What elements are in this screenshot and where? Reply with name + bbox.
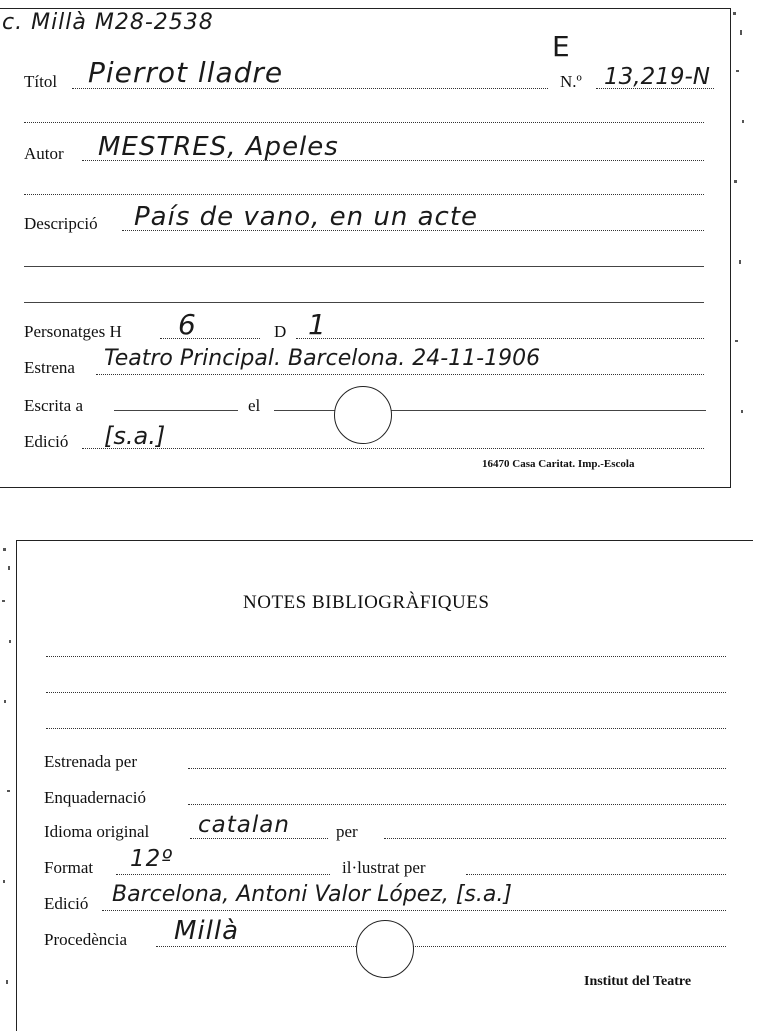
scan-speck — [741, 410, 743, 413]
estrena-label: Estrena — [24, 358, 75, 377]
el-label: el — [248, 396, 261, 415]
titol-label: Títol — [24, 72, 58, 91]
idioma-per-line — [384, 838, 726, 839]
idioma-line — [190, 838, 328, 839]
format-value: 12º — [130, 846, 174, 872]
edicio-line — [82, 448, 704, 449]
scan-speck — [3, 880, 5, 883]
scan-speck — [736, 70, 739, 72]
notes-heading: NOTES BIBLIOGRÀFIQUES — [243, 592, 490, 613]
personatges-d-value: 1 — [308, 308, 327, 341]
personatges-h-label: Personatges H — [24, 322, 122, 341]
edicio-label: Edició — [24, 432, 69, 451]
illustrat-line — [466, 874, 726, 875]
descripcio-line-2 — [24, 266, 704, 267]
punch-hole — [356, 920, 414, 978]
institution-stamp: Institut del Teatre — [584, 974, 692, 989]
escrita-line — [114, 410, 238, 411]
scan-speck — [8, 566, 10, 570]
procedencia-line — [156, 946, 726, 947]
personatges-d-label: D — [274, 322, 287, 341]
personatges-h-value: 6 — [178, 308, 197, 341]
titol-extra-line — [24, 122, 704, 123]
descripcio-label: Descripció — [24, 214, 98, 233]
scan-speck — [2, 600, 5, 602]
estrena-line — [96, 374, 704, 375]
num-value: 13,219-N — [604, 64, 710, 90]
edicio-value: [s.a.] — [104, 422, 166, 450]
scan-speck — [9, 640, 11, 643]
bottom-edicio-line — [102, 910, 726, 911]
autor-value: MESTRES, Apeles — [98, 132, 339, 162]
num-label: N.º — [560, 72, 582, 91]
descripcio-value: País de vano, en un acte — [134, 202, 479, 232]
format-label: Format — [44, 858, 94, 877]
scan-speck — [739, 260, 741, 264]
estrena-value: Teatro Principal. Barcelona. 24-11-1906 — [104, 346, 541, 371]
scan-speck — [734, 180, 737, 183]
punch-hole — [334, 386, 392, 444]
notes-line-2 — [46, 692, 726, 693]
estrenada-line — [188, 768, 726, 769]
escrita-label: Escrita a — [24, 396, 83, 415]
notes-line-1 — [46, 656, 726, 657]
scan-speck — [7, 790, 10, 792]
format-line — [116, 874, 330, 875]
scan-speck — [740, 30, 742, 35]
personatges-h-line — [160, 338, 260, 339]
idioma-per-label: per — [336, 822, 358, 841]
titol-value: Pierrot lladre — [88, 56, 284, 89]
personatges-d-line — [296, 338, 704, 339]
scan-speck — [742, 120, 744, 123]
idioma-label: Idioma original — [44, 822, 150, 841]
scan-speck — [733, 12, 736, 15]
autor-extra-line — [24, 194, 704, 195]
descripcio-line-3 — [24, 302, 704, 303]
illustrat-label: il·lustrat per — [342, 858, 426, 877]
scan-speck — [6, 980, 8, 984]
handwritten-reference: c. Millà M28-2538 — [2, 10, 214, 35]
scan-speck — [4, 700, 6, 703]
bottom-edicio-label: Edició — [44, 894, 89, 913]
estrenada-label: Estrenada per — [44, 752, 137, 771]
idioma-value: catalan — [198, 812, 290, 838]
scan-speck — [3, 548, 6, 551]
procedencia-label: Procedència — [44, 930, 128, 949]
scan-speck — [735, 340, 738, 342]
bottom-edicio-value: Barcelona, Antoni Valor López, [s.a.] — [112, 882, 512, 907]
autor-label: Autor — [24, 144, 64, 163]
notes-line-3 — [46, 728, 726, 729]
procedencia-value: Millà — [174, 916, 240, 946]
corner-mark: E — [552, 30, 571, 63]
enquadernacio-line — [188, 804, 726, 805]
printer-imprint: 16470 Casa Caritat. Imp.-Escola — [482, 458, 635, 470]
enquadernacio-label: Enquadernació — [44, 788, 146, 807]
